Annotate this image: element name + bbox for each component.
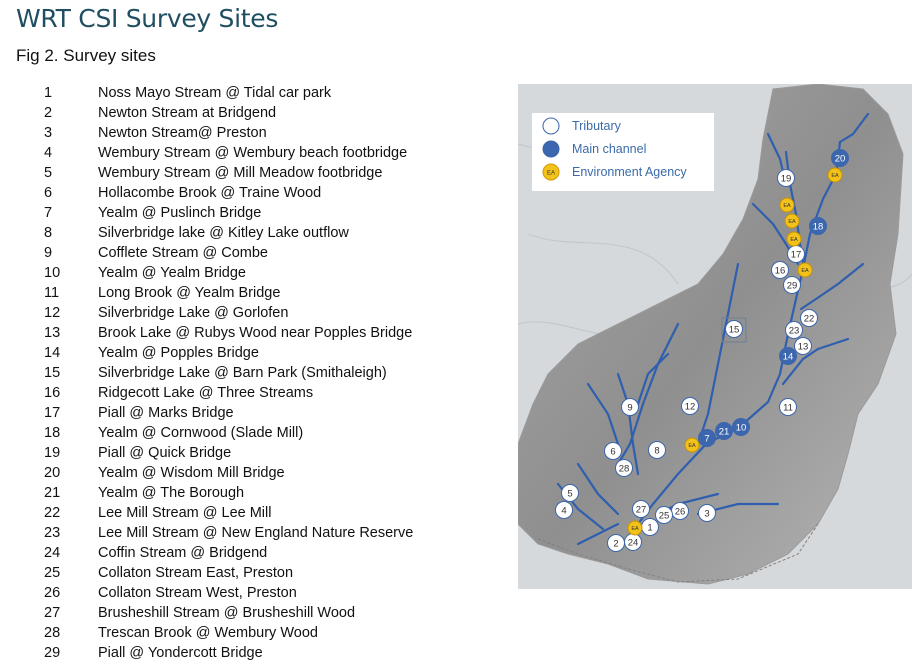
marker-label: 15 bbox=[728, 324, 740, 336]
site-name: Newton Stream at Bridgend bbox=[98, 105, 277, 121]
site-number: 14 bbox=[44, 345, 61, 361]
site-list-item bbox=[44, 583, 413, 603]
site-number: 10 bbox=[44, 265, 61, 281]
marker-label: 7 bbox=[704, 433, 710, 445]
site-name: Silverbridge lake @ Kitley Lake outflow bbox=[98, 225, 349, 241]
site-list-item bbox=[44, 83, 413, 103]
survey-sites-map bbox=[518, 84, 912, 589]
marker-label: 18 bbox=[812, 221, 824, 233]
site-number: 22 bbox=[44, 505, 61, 521]
site-number: 23 bbox=[44, 525, 61, 541]
site-name: Coffin Stream @ Bridgend bbox=[98, 545, 268, 561]
main-channel-marker bbox=[780, 348, 797, 365]
marker-label: 14 bbox=[782, 351, 794, 363]
environment-agency-marker-icon bbox=[542, 163, 560, 181]
site-name: Yealm @ Cornwood (Slade Mill) bbox=[98, 425, 304, 441]
environment-agency-marker bbox=[780, 198, 794, 212]
site-name: Noss Mayo Stream @ Tidal car park bbox=[98, 85, 332, 101]
site-number: 2 bbox=[44, 105, 53, 121]
tributary-marker-icon bbox=[542, 117, 560, 135]
site-name: Trescan Brook @ Wembury Wood bbox=[98, 625, 318, 641]
tributary-marker bbox=[699, 505, 716, 522]
site-name: Newton Stream@ Preston bbox=[98, 125, 267, 141]
site-list-item bbox=[44, 343, 413, 363]
environment-agency-marker bbox=[685, 438, 699, 452]
site-list-item bbox=[44, 303, 413, 323]
site-number: 21 bbox=[44, 485, 61, 501]
svg-text:EA: EA bbox=[546, 170, 556, 177]
figure-caption: Fig 2. Survey sites bbox=[16, 46, 156, 65]
main-channel-marker bbox=[699, 430, 716, 447]
main-channel-marker bbox=[810, 218, 827, 235]
marker-label: 9 bbox=[627, 402, 633, 414]
environment-agency-marker bbox=[785, 214, 799, 228]
site-list-item bbox=[44, 423, 413, 443]
site-list-item bbox=[44, 543, 413, 563]
marker-label: 22 bbox=[803, 313, 815, 325]
site-number: 24 bbox=[44, 545, 61, 561]
site-name: Lee Mill Stream @ Lee Mill bbox=[98, 505, 272, 521]
site-number: 7 bbox=[44, 205, 53, 221]
site-list-item bbox=[44, 363, 413, 383]
site-name: Ridgecott Lake @ Three Streams bbox=[98, 385, 314, 401]
site-list-item bbox=[44, 603, 413, 623]
site-name: Yealm @ Wisdom Mill Bridge bbox=[98, 465, 285, 481]
site-number: 19 bbox=[44, 445, 61, 461]
site-name: Piall @ Marks Bridge bbox=[98, 405, 234, 421]
tributary-marker bbox=[778, 170, 795, 187]
marker-label: EA bbox=[631, 526, 639, 532]
environment-agency-marker bbox=[787, 232, 801, 246]
tributary-marker bbox=[633, 501, 650, 518]
site-number: 28 bbox=[44, 625, 61, 641]
marker-label: 16 bbox=[774, 265, 786, 277]
marker-label: 8 bbox=[654, 445, 660, 457]
marker-label: 5 bbox=[567, 488, 573, 500]
map-legend bbox=[532, 113, 714, 191]
site-name: Wembury Stream @ Wembury beach footbridge bbox=[98, 145, 408, 161]
site-list-item bbox=[44, 183, 413, 203]
marker-label: 3 bbox=[704, 508, 710, 520]
tributary-marker bbox=[562, 485, 579, 502]
site-name: Cofflete Stream @ Combe bbox=[98, 245, 268, 261]
site-number: 6 bbox=[44, 185, 53, 201]
environment-agency-marker bbox=[628, 521, 642, 535]
site-list-item bbox=[44, 503, 413, 523]
tributary-marker bbox=[616, 460, 633, 477]
marker-label: EA bbox=[783, 203, 791, 209]
site-name: Yealm @ Popples Bridge bbox=[98, 345, 259, 361]
marker-label: 10 bbox=[735, 422, 747, 434]
site-list-item bbox=[44, 203, 413, 223]
tributary-marker bbox=[605, 443, 622, 460]
site-list-item bbox=[44, 123, 413, 143]
main-channel-marker-icon bbox=[542, 140, 560, 158]
site-number: 3 bbox=[44, 125, 53, 141]
legend-main-channel-label: Main channel bbox=[572, 142, 647, 156]
site-list-item bbox=[44, 463, 413, 483]
marker-label: 29 bbox=[786, 280, 798, 292]
marker-label: 19 bbox=[780, 173, 792, 185]
site-list-item bbox=[44, 523, 413, 543]
site-name: Collaton Stream West, Preston bbox=[98, 585, 297, 601]
site-name: Piall @ Yondercott Bridge bbox=[98, 645, 263, 661]
tributary-marker bbox=[642, 519, 659, 536]
site-list-item bbox=[44, 483, 413, 503]
site-number: 12 bbox=[44, 305, 61, 321]
tributary-marker bbox=[786, 322, 803, 339]
tributary-marker bbox=[556, 502, 573, 519]
site-number: 1 bbox=[44, 85, 53, 101]
environment-agency-marker bbox=[828, 168, 842, 182]
tributary-marker bbox=[795, 338, 812, 355]
site-number: 26 bbox=[44, 585, 61, 601]
tributary-marker bbox=[726, 321, 743, 338]
survey-site-list bbox=[44, 83, 413, 663]
main-channel-marker bbox=[733, 419, 750, 436]
site-number: 20 bbox=[44, 465, 61, 481]
site-number: 25 bbox=[44, 565, 61, 581]
site-list-item bbox=[44, 263, 413, 283]
marker-label: 13 bbox=[797, 341, 809, 353]
marker-label: EA bbox=[790, 237, 798, 243]
site-list-item bbox=[44, 563, 413, 583]
tributary-marker bbox=[649, 442, 666, 459]
site-number: 11 bbox=[44, 285, 60, 301]
legend-tributary bbox=[542, 116, 621, 136]
site-number: 8 bbox=[44, 225, 53, 241]
site-number: 27 bbox=[44, 605, 61, 621]
site-name: Yealm @ The Borough bbox=[98, 485, 245, 501]
site-number: 4 bbox=[44, 145, 53, 161]
site-name: Long Brook @ Yealm Bridge bbox=[98, 285, 281, 301]
page-title: WRT CSI Survey Sites bbox=[16, 4, 279, 33]
marker-label: 27 bbox=[635, 504, 647, 516]
site-name: Silverbridge Lake @ Gorlofen bbox=[98, 305, 289, 321]
legend-tributary-label: Tributary bbox=[572, 119, 621, 133]
site-name: Yealm @ Yealm Bridge bbox=[98, 265, 246, 281]
site-name: Collaton Stream East, Preston bbox=[98, 565, 294, 581]
site-list-item bbox=[44, 223, 413, 243]
site-number: 9 bbox=[44, 245, 53, 261]
marker-label: 1 bbox=[647, 522, 653, 534]
site-name: Piall @ Quick Bridge bbox=[98, 445, 232, 461]
tributary-marker bbox=[625, 534, 642, 551]
marker-label: 6 bbox=[610, 446, 616, 458]
marker-label: 25 bbox=[658, 510, 670, 522]
tributary-marker bbox=[780, 399, 797, 416]
site-number: 18 bbox=[44, 425, 61, 441]
site-number: 29 bbox=[44, 645, 61, 661]
site-list-item bbox=[44, 103, 413, 123]
site-list-item bbox=[44, 403, 413, 423]
legend-environment-agency-label: Environment Agency bbox=[572, 165, 687, 179]
marker-label: 24 bbox=[627, 537, 639, 549]
main-channel-marker bbox=[716, 423, 733, 440]
marker-label: 21 bbox=[718, 426, 730, 438]
site-name: Wembury Stream @ Mill Meadow footbridge bbox=[98, 165, 383, 181]
site-list-item bbox=[44, 443, 413, 463]
tributary-marker bbox=[656, 507, 673, 524]
marker-label: EA bbox=[831, 173, 839, 179]
marker-label: 2 bbox=[613, 538, 619, 550]
site-name: Brusheshill Stream @ Brusheshill Wood bbox=[98, 605, 356, 621]
site-number: 5 bbox=[44, 165, 53, 181]
site-list-item bbox=[44, 623, 413, 643]
marker-label: EA bbox=[788, 219, 796, 225]
tributary-marker bbox=[672, 503, 689, 520]
site-name: Brook Lake @ Rubys Wood near Popples Bridge bbox=[98, 325, 413, 341]
site-name: Hollacombe Brook @ Traine Wood bbox=[98, 185, 322, 201]
tributary-marker bbox=[772, 262, 789, 279]
site-name: Yealm @ Puslinch Bridge bbox=[98, 205, 262, 221]
site-list-item bbox=[44, 283, 413, 303]
site-number: 15 bbox=[44, 365, 61, 381]
tributary-marker bbox=[784, 277, 801, 294]
site-list-item bbox=[44, 643, 413, 663]
site-list-item bbox=[44, 243, 413, 263]
marker-label: 23 bbox=[788, 325, 800, 337]
marker-label: 26 bbox=[674, 506, 686, 518]
marker-label: EA bbox=[801, 268, 809, 274]
main-channel-marker bbox=[832, 150, 849, 167]
legend-environment-agency bbox=[542, 162, 687, 182]
marker-label: EA bbox=[688, 443, 696, 449]
site-name: Silverbridge Lake @ Barn Park (Smithaleigh) bbox=[98, 365, 387, 381]
marker-label: 28 bbox=[618, 463, 630, 475]
marker-label: 20 bbox=[834, 153, 846, 165]
site-list-item bbox=[44, 323, 413, 343]
site-list-item bbox=[44, 143, 413, 163]
tributary-marker bbox=[788, 246, 805, 263]
marker-label: 12 bbox=[684, 401, 696, 413]
marker-label: 4 bbox=[561, 505, 567, 517]
site-list-item bbox=[44, 163, 413, 183]
site-number: 17 bbox=[44, 405, 61, 421]
legend-main-channel bbox=[542, 139, 646, 159]
site-number: 13 bbox=[44, 325, 61, 341]
tributary-marker bbox=[622, 399, 639, 416]
site-name: Lee Mill Stream @ New England Nature Reserve bbox=[98, 525, 414, 541]
tributary-marker bbox=[682, 398, 699, 415]
environment-agency-marker bbox=[798, 263, 812, 277]
marker-label: 11 bbox=[783, 402, 793, 414]
tributary-marker bbox=[608, 535, 625, 552]
tributary-marker bbox=[801, 310, 818, 327]
site-number: 16 bbox=[44, 385, 61, 401]
marker-label: 17 bbox=[790, 249, 802, 261]
site-list-item bbox=[44, 383, 413, 403]
